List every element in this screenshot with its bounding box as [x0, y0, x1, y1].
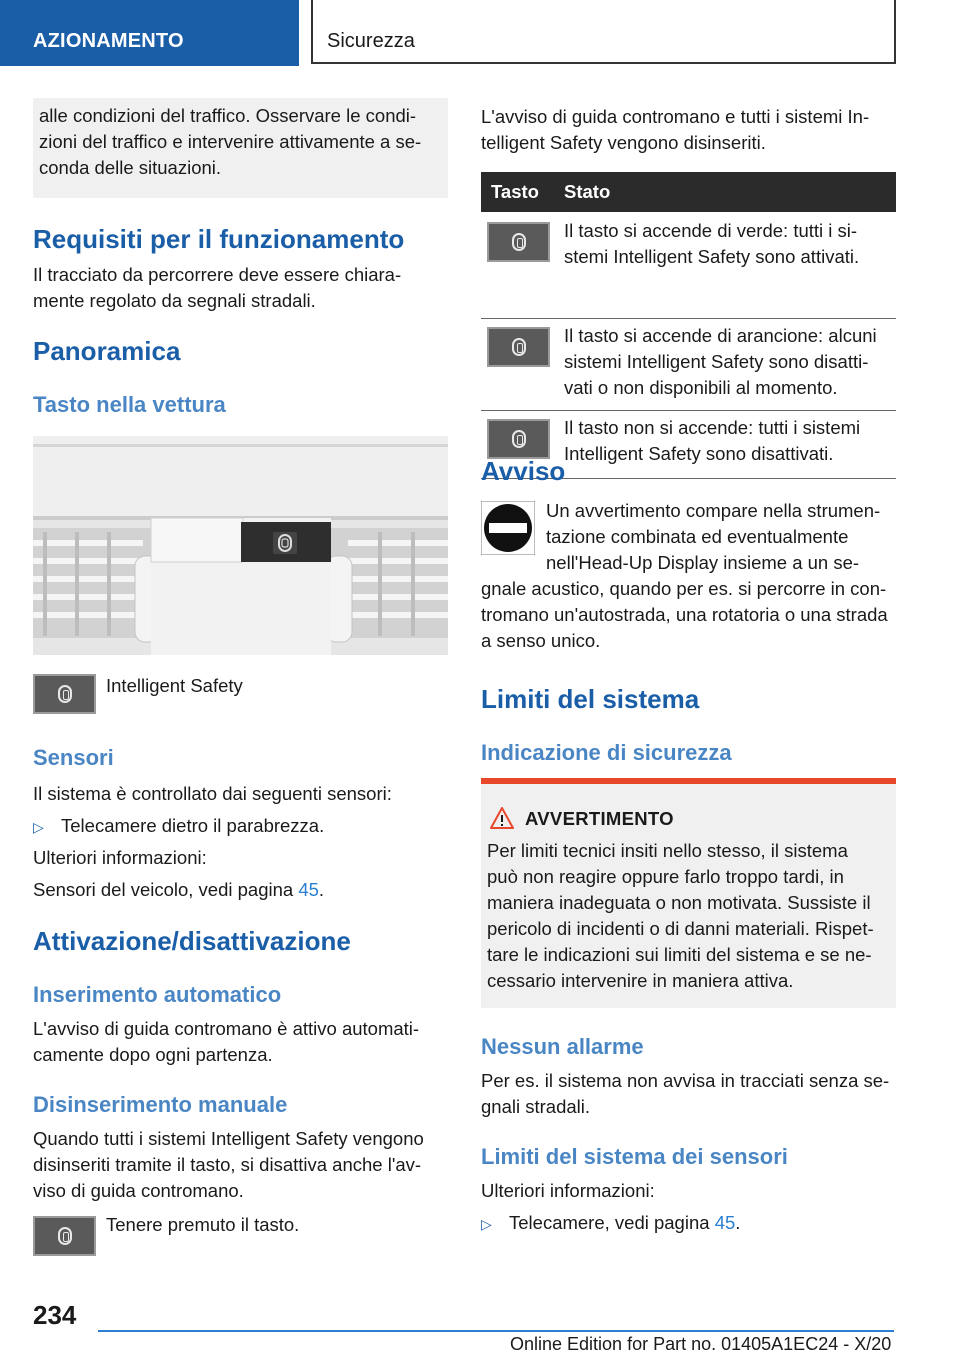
sensors-ref-text: Sensori del veicolo, vedi pagina [33, 879, 299, 900]
table-header-status: Stato [553, 172, 896, 212]
requirements-heading: Requisiti per il funzionamento [33, 224, 405, 254]
camera-reference: Telecamere, vedi pagina 45. [509, 1212, 741, 1233]
footer-divider [98, 1330, 894, 1332]
edition-text: Online Edition for Part no. 01405A1EC24 - X/20 [510, 1334, 892, 1354]
auto-activation-heading: Inserimento automatico [33, 982, 282, 1007]
requirements-line: Il tracciato da percorrere deve essere chiara- [33, 264, 402, 285]
dashboard-illustration [33, 436, 448, 655]
no-alarm-line: gnali stradali. [481, 1096, 591, 1117]
table-cell-line: Il tasto si accende di arancione: alcuni [564, 324, 877, 346]
green-button-icon [487, 222, 550, 262]
intro-line: zioni del traffico e intervenire attivamente a se- [39, 131, 422, 152]
no-entry-sign-icon [481, 501, 535, 555]
warning-line: a senso unico. [481, 630, 601, 651]
alert-line: pericolo di incidenti o di danni materiali. Rispet- [487, 918, 874, 939]
hold-text: Tenere premuto il tasto. [106, 1214, 300, 1235]
system-limits-heading: Limiti del sistema [481, 684, 700, 714]
sensors-page-link[interactable]: 45 [298, 879, 319, 900]
right-intro-line: L'avviso di guida contromano e tutti i sistemi In- [481, 106, 870, 127]
activation-heading: Attivazione/disattivazione [33, 926, 351, 956]
manual-deactivation-heading: Disinserimento manuale [33, 1092, 288, 1117]
manual-line: viso di guida contromano. [33, 1180, 244, 1201]
sensors-bullet: Telecamere dietro il parabrezza. [61, 815, 325, 836]
sensor-limits-heading: Limiti del sistema dei sensori [481, 1144, 788, 1169]
more-info-label: Ulteriori informazioni: [481, 1180, 655, 1201]
chapter-header [311, 0, 896, 64]
button-heading: Tasto nella vettura [33, 392, 226, 417]
warning-box [481, 784, 896, 1008]
left-vent [33, 528, 161, 642]
table-header-button: Tasto [481, 172, 553, 212]
off-button-icon [487, 419, 550, 459]
bullet-triangle-icon: ▷ [33, 819, 44, 835]
intelligent-safety-button-icon [33, 1216, 96, 1256]
table-cell-line: sistemi Intelligent Safety sono disatti- [564, 350, 869, 372]
table-cell-line: Il tasto si accende di verde: tutti i si- [564, 220, 858, 241]
manual-line: Quando tutti i sistemi Intelligent Safety vengono [33, 1128, 424, 1149]
warning-line: Un avvertimento compare nella strumen- [546, 500, 881, 521]
auto-line: L'avviso di guida contromano è attivo automati- [33, 1018, 420, 1039]
no-alarm-heading: Nessun allarme [481, 1034, 644, 1059]
table-cell-line: vati o non disponibili al momento. [564, 376, 838, 398]
car-safety-icon [58, 1227, 72, 1245]
page-number: 234 [33, 1300, 77, 1330]
auto-line: camente dopo ogni partenza. [33, 1044, 273, 1065]
alert-line: Per limiti tecnici insiti nello stesso, il sistema [487, 840, 848, 861]
right-intro-line: telligent Safety vengono disinseriti. [481, 132, 766, 153]
intro-line: conda delle situazioni. [39, 157, 222, 178]
safety-note-heading: Indicazione di sicurezza [481, 740, 732, 765]
more-info-label: Ulteriori informazioni: [33, 847, 207, 868]
chapter-label: Sicurezza [327, 30, 415, 52]
camera-page-link[interactable]: 45 [714, 1212, 736, 1233]
intro-box [33, 98, 448, 198]
manual-line: disinseriti tramite il tasto, si disattiva anche l'av- [33, 1154, 422, 1175]
button-caption: Intelligent Safety [106, 675, 243, 696]
car-safety-icon [512, 338, 526, 356]
bullet-triangle-icon: ▷ [481, 1216, 492, 1232]
alert-line: maniera inadeguata o non motivata. Sussiste il [487, 892, 871, 913]
warning-heading: Avviso [481, 456, 566, 486]
car-safety-icon [58, 685, 72, 703]
sensors-heading: Sensori [33, 745, 114, 770]
sensors-reference: Sensori del veicolo, vedi pagina 45. [33, 879, 325, 900]
camera-ref-text: Telecamere, vedi pagina [509, 1212, 715, 1233]
sensors-text: Il sistema è controllato dai seguenti sensori: [33, 783, 392, 804]
table-row [481, 212, 896, 318]
section-label: AZIONAMENTO [33, 30, 184, 52]
warning-line: gnale acustico, quando per es. si percorre in con- [481, 578, 887, 599]
intelligent-safety-button-icon [33, 674, 96, 714]
overview-heading: Panoramica [33, 336, 181, 366]
intro-line: alle condizioni del traffico. Osservare le condi- [39, 105, 417, 126]
requirements-line: mente regolato da segnali stradali. [33, 290, 316, 311]
warning-line: tazione combinata ed eventualmente [546, 526, 849, 547]
car-safety-icon [512, 233, 526, 251]
warning-line: tromano un'autostrada, una rotatoria o una strada [481, 604, 888, 625]
warning-line: nell'Head-Up Display insieme a un se- [546, 552, 860, 573]
alert-line: cessario intervenire in maniera attiva. [487, 970, 794, 991]
table-cell-line: Intelligent Safety sono disattivati. [564, 442, 834, 464]
no-alarm-line: Per es. il sistema non avvisa in tracciati senza se- [481, 1070, 890, 1091]
section-tab [0, 0, 299, 66]
alert-line: può non reagire oppure farlo troppo tardi, in [487, 866, 844, 887]
table-row [481, 318, 896, 410]
right-vent [326, 528, 448, 642]
table-header-row [481, 172, 896, 212]
table-cell-line: Il tasto non si accende: tutti i sistemi [564, 416, 861, 438]
alert-line: tare le indicazioni sui limiti del sistema e se ne- [487, 944, 872, 965]
warning-triangle-icon [489, 806, 515, 830]
orange-button-icon [487, 327, 550, 367]
table-cell-line: stemi Intelligent Safety sono attivati. [564, 246, 860, 267]
alert-label: AVVERTIMENTO [525, 808, 674, 829]
car-safety-icon [512, 430, 526, 448]
status-table [481, 172, 896, 479]
